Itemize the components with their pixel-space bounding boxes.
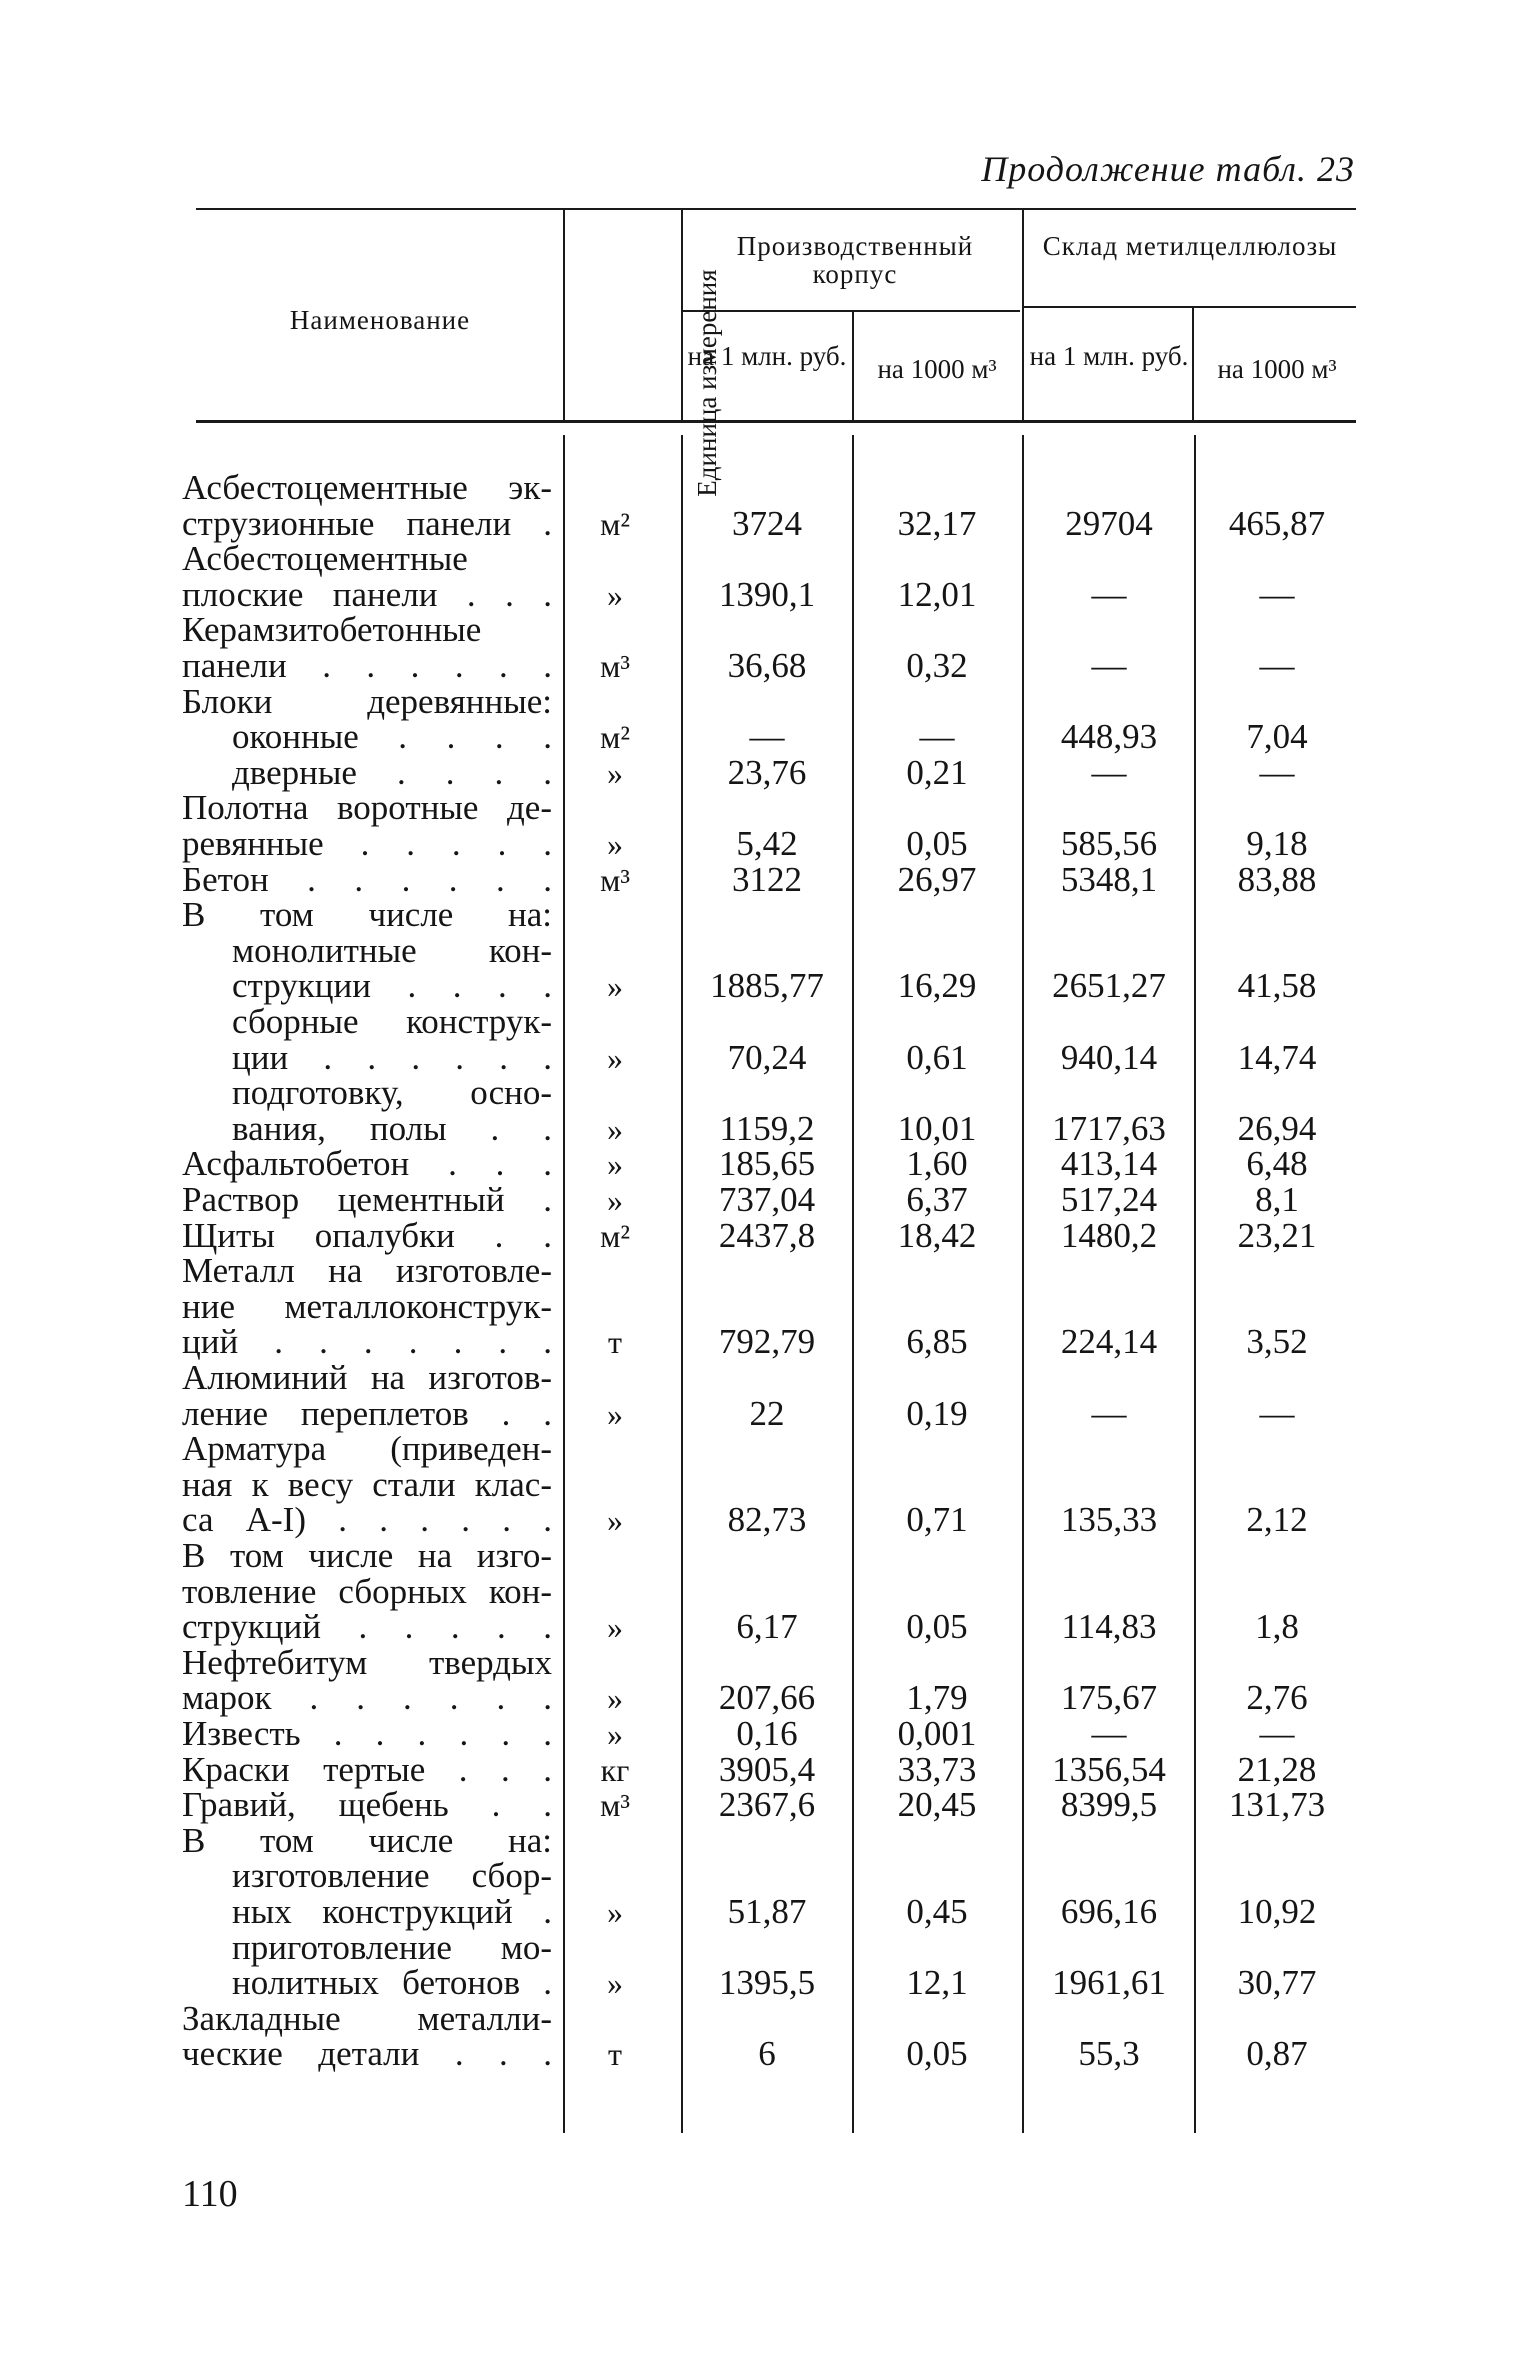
row-unit: м³ [600,861,630,898]
row-value-col-4: 10,92 [1237,1892,1317,1931]
row-value-col-1: 82,73 [727,1500,807,1540]
row-value-col-4: 1,8 [1255,1607,1299,1647]
row-value-col-2: 0,05 [906,1607,968,1647]
row-unit: » [607,1182,623,1218]
row-value-col-2: 0,05 [906,2034,968,2074]
row-value-col-1: 1395,5 [718,1963,816,2003]
row-value-col-4: — [1259,574,1295,614]
row-name-line: са A-I) . . . . . . [182,1500,552,1540]
row-unit: м³ [600,1787,630,1824]
row-value-col-4: 7,04 [1246,717,1308,757]
row-value-col-1: 6 [758,2034,776,2074]
row-name-line: ревянные . . . . . [182,824,552,863]
row-value-col-2: 33,73 [897,1749,977,1789]
row-name-line: ческие детали . . . [182,2034,552,2074]
row-name-line: Керамзитобетонные [182,610,482,650]
row-value-col-3: 448,93 [1060,717,1158,757]
row-value-col-4: 41,58 [1237,966,1317,1006]
row-value-col-4: 465,87 [1228,503,1326,543]
row-value-col-2: 10,01 [897,1108,977,1148]
row-name-line: Гравий, щебень . . [182,1785,552,1825]
row-value-col-3: 585,56 [1060,824,1158,863]
row-value-col-1: 70,24 [727,1037,807,1077]
row-value-col-3: 29704 [1065,503,1153,543]
row-unit: » [607,1146,623,1183]
row-value-col-2: 0,32 [906,646,968,685]
row-value-col-3: 8399,5 [1060,1785,1158,1825]
row-value-col-3: 2651,27 [1052,966,1166,1006]
row-value-col-3: 5348,1 [1060,859,1158,899]
header-wh-per-1000: на 1000 м³ [1217,354,1337,384]
row-name-line: нолитных бетонов . [232,1963,552,2003]
row-unit: кг [600,1751,630,1788]
row-value-col-3: 1480,2 [1060,1215,1158,1255]
row-name-line: сборные конструк- [232,1002,552,1041]
row-name-line: Алюминий на изготов- [182,1358,552,1397]
row-unit: м² [600,1217,630,1254]
row-value-col-4: — [1259,752,1295,792]
row-name-line: струкций . . . . . [182,1607,552,1647]
row-name-line: Краски тертые . . . [182,1749,552,1789]
row-value-col-3: 940,14 [1060,1037,1158,1077]
row-value-col-2: 1,79 [906,1678,968,1718]
row-value-col-2: 6,85 [906,1322,968,1362]
row-unit: » [607,1716,623,1752]
row-unit: т [608,1324,622,1361]
row-value-col-2: 20,45 [897,1785,977,1825]
row-unit: » [607,826,623,862]
row-unit: м² [600,719,630,756]
row-value-col-3: — [1091,574,1127,614]
row-name-line: ление переплетов . . [182,1393,552,1433]
row-value-col-1: 1885,77 [710,966,824,1006]
row-value-col-1: 2367,6 [718,1785,816,1825]
row-name-line: Арматура (приведен- [182,1429,552,1469]
row-value-col-2: 12,1 [906,1963,968,2003]
row-name-line: Асбестоцементные эк- [182,468,552,507]
row-value-col-1: 23,76 [727,752,807,792]
row-value-col-4: 2,76 [1246,1678,1308,1718]
row-name-line: ции . . . . . . [232,1037,552,1077]
row-value-col-4: 26,94 [1237,1108,1317,1148]
row-unit: » [607,1039,623,1076]
row-value-col-4: 8,1 [1255,1180,1299,1219]
header-prod-per-1000: на 1000 м³ [877,354,997,384]
row-unit: т [608,2036,622,2073]
row-name-line: оконные . . . . [232,717,552,757]
row-value-col-4: 131,73 [1228,1785,1326,1825]
table-caption: Продолжение табл. 23 [981,149,1355,189]
row-value-col-1: 3724 [732,503,802,543]
row-value-col-3: 1356,54 [1052,1749,1166,1789]
row-value-col-4: 3,52 [1246,1322,1308,1362]
row-unit: » [607,1894,623,1930]
row-value-col-3: — [1091,1714,1127,1753]
row-value-col-4: 0,87 [1246,2034,1308,2074]
row-value-col-4: — [1259,1714,1295,1753]
row-value-col-2: 12,01 [897,574,977,614]
row-value-col-4: 14,74 [1237,1037,1317,1077]
row-value-col-2: 0,19 [906,1393,968,1433]
row-unit: » [607,1110,623,1147]
row-value-col-3: 413,14 [1060,1144,1158,1184]
row-value-col-2: 0,45 [906,1892,968,1931]
row-name-line: Полотна воротные де- [182,788,552,828]
row-name-line: марок . . . . . . [182,1678,552,1718]
row-name-line: струкции . . . . [232,966,552,1006]
header-unit: Единица измерения [691,269,722,497]
row-name-line: панели . . . . . . [182,646,552,685]
header-group-warehouse: Склад метилцеллюлозы [1042,231,1338,261]
row-name-line: изготовление сбор- [232,1856,552,1896]
row-value-col-3: 135,33 [1060,1500,1158,1540]
row-value-col-4: 83,88 [1237,859,1317,899]
row-value-col-3: 517,24 [1060,1180,1158,1219]
row-value-col-1: 3122 [732,859,802,899]
row-name-line: В том числе на: [182,1820,552,1860]
row-value-col-1: 5,42 [736,824,798,863]
row-value-col-1: 185,65 [718,1144,816,1184]
row-value-col-2: 0,001 [897,1714,977,1753]
row-name-line: Блоки деревянные: [182,681,552,721]
row-name-line: товление сборных кон- [182,1571,552,1611]
row-value-col-2: 26,97 [897,859,977,899]
row-unit: м² [600,505,630,542]
row-value-col-3: — [1091,1393,1127,1433]
row-unit: » [607,1502,623,1539]
row-value-col-1: 2437,8 [718,1215,816,1255]
row-value-col-1: 207,66 [718,1678,816,1718]
header-name: Наименование [289,305,471,335]
row-value-col-1: 792,79 [718,1322,816,1362]
row-name-line: Раствор цементный . [182,1180,552,1219]
row-value-col-1: 22 [749,1393,785,1433]
row-name-line: В том числе на: [182,895,552,935]
row-name-line: Нефтебитум твердых [182,1642,552,1682]
row-value-col-1: 1159,2 [719,1108,815,1148]
row-name-line: ных конструкций . [232,1892,552,1931]
row-unit: м³ [600,648,630,684]
row-value-col-2: 0,21 [906,752,968,792]
row-value-col-1: 1390,1 [718,574,816,614]
row-value-col-2: 18,42 [897,1215,977,1255]
row-value-col-3: 55,3 [1078,2034,1140,2074]
row-unit: » [607,1609,623,1646]
row-value-col-1: 3905,4 [718,1749,816,1789]
row-value-col-1: 737,04 [718,1180,816,1219]
header-wh-per-mln: на 1 млн. руб. [1029,341,1189,371]
row-value-col-3: — [1091,752,1127,792]
row-name-line: подготовку, осно- [232,1073,552,1113]
row-unit: » [607,1395,623,1432]
row-value-col-1: 51,87 [727,1892,807,1931]
row-name-line: дверные . . . . [232,752,552,792]
row-value-col-4: 9,18 [1246,824,1308,863]
row-value-col-2: 0,61 [906,1037,968,1077]
row-value-col-1: 6,17 [736,1607,798,1647]
row-value-col-3: 1717,63 [1052,1108,1166,1148]
row-value-col-3: 224,14 [1060,1322,1158,1362]
row-name-line: струзионные панели . [182,503,552,543]
row-value-col-1: 0,16 [736,1714,798,1753]
row-value-col-2: — [919,717,955,757]
row-name-line: ций . . . . . . . [182,1322,552,1362]
row-unit: » [607,576,623,613]
row-value-col-2: 1,60 [906,1144,968,1184]
row-value-col-4: 21,28 [1237,1749,1317,1789]
row-unit: » [607,968,623,1005]
row-name-line: Металл на изготовле- [182,1251,552,1291]
row-value-col-3: 175,67 [1060,1678,1158,1718]
row-name-line: Щиты опалубки . . [182,1215,552,1255]
row-value-col-2: 16,29 [897,966,977,1006]
row-value-col-1: 36,68 [727,646,807,685]
row-value-col-4: 23,21 [1237,1215,1317,1255]
row-value-col-3: 1961,61 [1052,1963,1166,2003]
row-value-col-2: 32,17 [897,503,977,543]
row-value-col-1: — [749,717,785,757]
row-name-line: ная к весу стали клас- [182,1464,552,1504]
row-value-col-3: 114,83 [1061,1607,1157,1647]
row-name-line: плоские панели . . . [182,574,552,614]
row-value-col-3: 696,16 [1060,1892,1158,1931]
row-name-line: Асфальтобетон . . . [182,1144,552,1184]
row-name-line: вания, полы . . [232,1108,552,1148]
page-number: 110 [182,2173,238,2215]
header-prod-per-mln: на 1 млн. руб. [687,341,847,371]
row-value-col-4: 6,48 [1246,1144,1308,1184]
row-name-line: ние металлоконструк- [182,1286,552,1326]
row-value-col-4: 2,12 [1246,1500,1308,1540]
row-name-line: Известь . . . . . . [182,1714,552,1753]
row-value-col-4: — [1259,646,1295,685]
row-value-col-2: 0,05 [906,824,968,863]
row-name-line: Закладные металли- [182,1998,552,2038]
row-unit: » [607,754,623,791]
row-value-col-3: — [1091,646,1127,685]
row-name-line: Асбестоцементные [182,539,468,579]
row-unit: » [607,1680,623,1717]
row-name-line: приготовление мо- [232,1927,552,1967]
row-unit: » [607,1965,623,2002]
row-name-line: В том числе на изго- [182,1536,552,1575]
row-value-col-4: — [1259,1393,1295,1433]
row-value-col-2: 6,37 [906,1180,968,1219]
header-group-production: Производственный корпус [736,231,974,290]
row-value-col-4: 30,77 [1237,1963,1317,2003]
row-value-col-2: 0,71 [906,1500,968,1540]
row-name-line: Бетон . . . . . . [182,859,552,899]
row-name-line: монолитные кон- [232,930,552,970]
